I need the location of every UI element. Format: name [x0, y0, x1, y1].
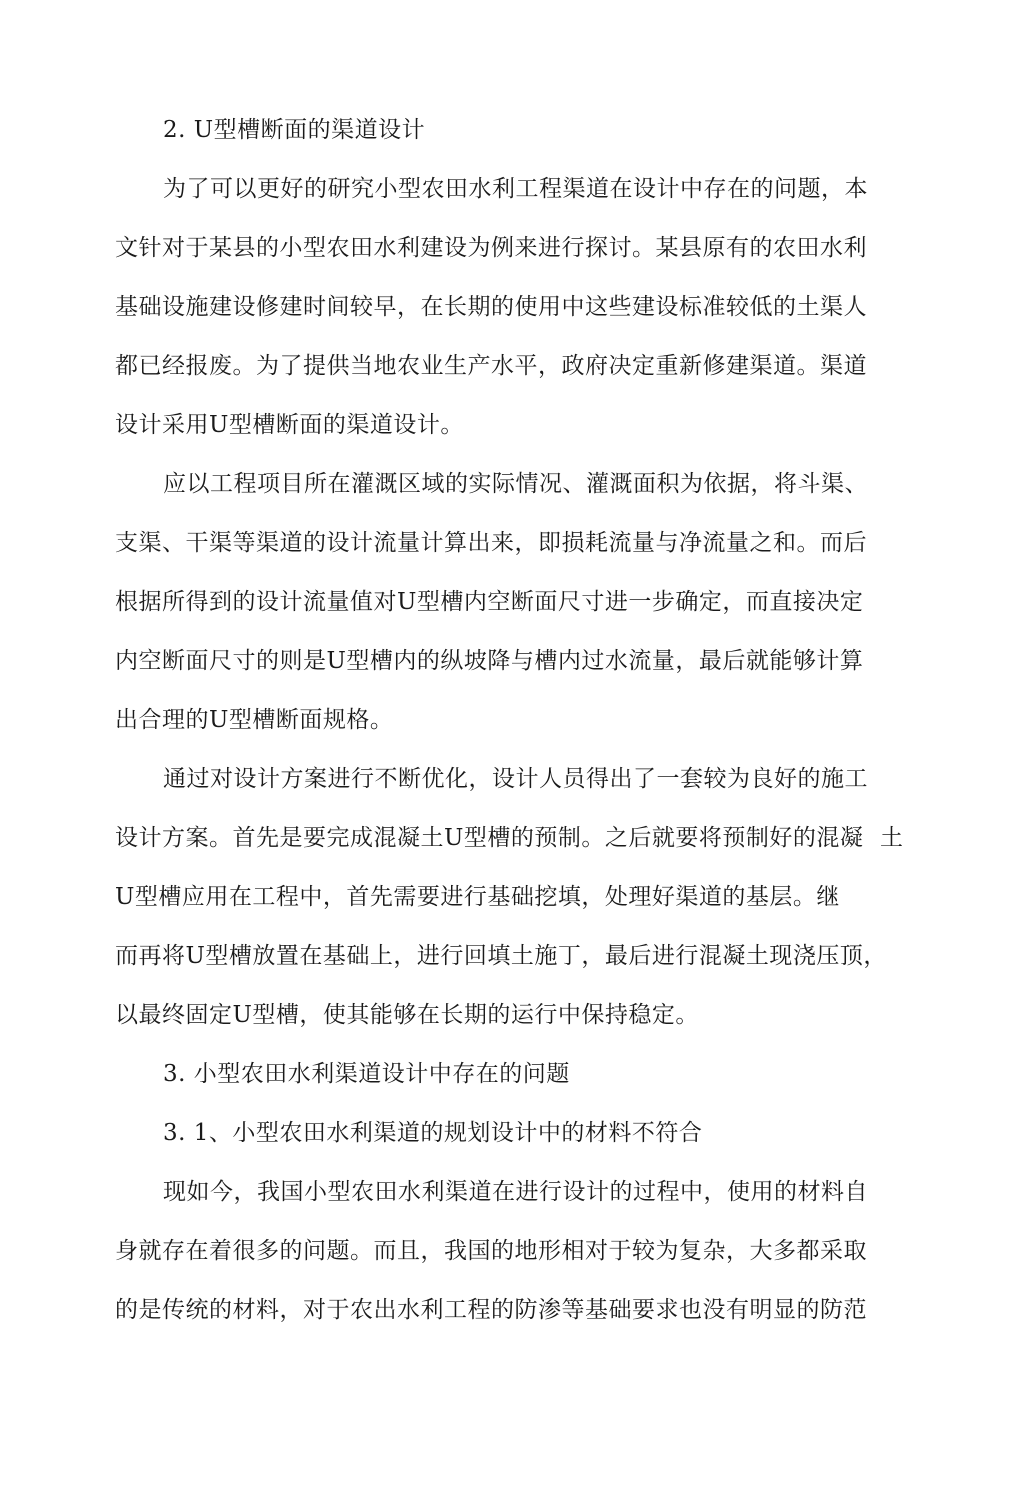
text-line: U型槽应用在工程中，首先需要进行基础挖填，处理好渠道的基层。继 [115, 884, 840, 910]
text-line: 内空断面尺寸的则是U型槽内的纵坡降与槽内过水流量，最后就能够计算 [115, 648, 864, 674]
text-line: 基础设施建设修建时间较早，在长期的使用中这些建设标准较低的土渠人 [115, 294, 867, 320]
section-heading-3: 3. 小型农田水利渠道设计中存在的问题 [163, 1061, 570, 1087]
text-line: 身就存在着很多的问题。而且，我国的地形相对于较为复杂，大多都采取 [115, 1238, 867, 1264]
text-line: 通过对设计方案进行不断优化，设计人员得出了一套较为良好的施工 [163, 766, 868, 792]
text-line: 都已经报废。为了提供当地农业生产水平，政府决定重新修建渠道。渠道 [115, 353, 867, 379]
text-line: 设计方案。首先是要完成混凝土U型槽的预制。之后就要将预制好的混凝 [115, 825, 864, 851]
text-line: 文针对于某县的小型农田水利建设为例来进行探讨。某县原有的农田水利 [115, 235, 867, 261]
text-line: 以最终固定U型槽，使其能够在长期的运行中保持稳定。 [115, 1002, 699, 1028]
text-line-fragment: 土 [880, 825, 904, 851]
text-line: 应以工程项目所在灌溉区域的实际情况、灌溉面积为依据，将斗渠、 [163, 471, 868, 497]
text-line: 支渠、干渠等渠道的设计流量计算出来，即损耗流量与净流量之和。而后 [115, 530, 867, 556]
subsection-heading-3-1: 3. 1、小型农田水利渠道的规划设计中的材料不符合 [163, 1120, 703, 1146]
text-line: 而再将U型槽放置在基础上，进行回填土施丁，最后进行混凝土现浇压顶， [115, 943, 887, 969]
text-line: 设计采用U型槽断面的渠道设计。 [115, 412, 464, 438]
text-line: 现如今，我国小型农田水利渠道在进行设计的过程中，使用的材料自 [163, 1179, 868, 1205]
text-line: 的是传统的材料，对于农出水利工程的防渗等基础要求也没有明显的防范 [115, 1297, 867, 1323]
text-line: 为了可以更好的研究小型农田水利工程渠道在设计中存在的问题，本 [163, 176, 868, 202]
section-heading-2: 2. U型槽断面的渠道设计 [163, 117, 426, 143]
text-line: 根据所得到的设计流量值对U型槽内空断面尺寸进一步确定，而直接决定 [115, 589, 864, 615]
text-line: 出合理的U型槽断面规格。 [115, 707, 394, 733]
